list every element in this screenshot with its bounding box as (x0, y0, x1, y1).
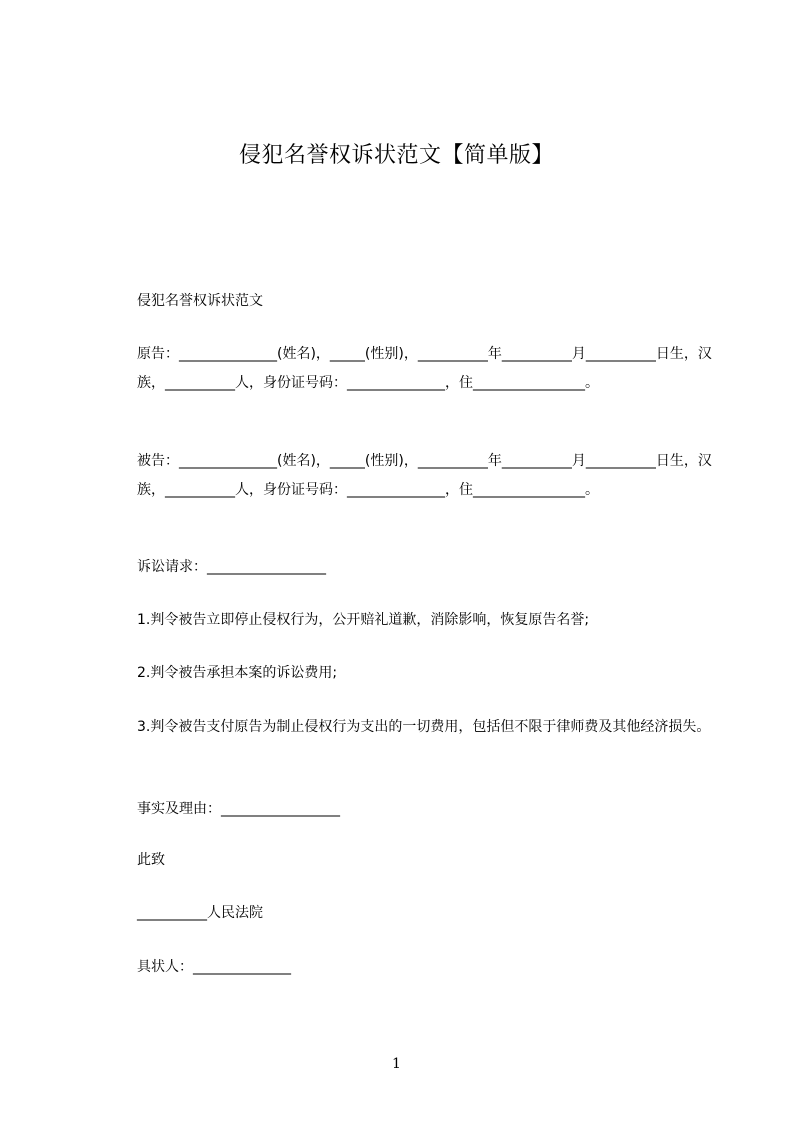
claim-item-1: 1.判令被告立即停止侵权行为，公开赔礼道歉，消除影响，恢复原告名誉; (137, 612, 590, 628)
plaintiff-paragraph: 原告：______________(姓名)，_____(性别)，__________年__________月__________日生，汉族，__________人，身份证号码：______________，住________________。 (137, 346, 712, 391)
page-number: 1 (392, 1056, 401, 1072)
claim-item-3: 3.判令被告支付原告为制止侵权行为支出的一切费用，包括但不限于律师费及其他经济损失。 (137, 719, 711, 735)
document-subtitle: 侵犯名誉权诉状范文 (137, 293, 263, 309)
salutation: 此致 (137, 852, 165, 868)
court-line: __________人民法院 (137, 905, 263, 921)
signer-line: 具状人：______________ (137, 959, 291, 975)
page-title: 侵犯名誉权诉状范文【简单版】 (238, 143, 554, 168)
facts-heading: 事实及理由：_________________ (137, 801, 340, 817)
defendant-paragraph: 被告：______________(姓名)，_____(性别)，__________年__________月__________日生，汉族，__________人，身份证号码：______________，住________________。 (137, 453, 712, 498)
claim-item-2: 2.判令被告承担本案的诉讼费用; (137, 665, 338, 681)
claims-heading: 诉讼请求：_________________ (137, 559, 326, 575)
